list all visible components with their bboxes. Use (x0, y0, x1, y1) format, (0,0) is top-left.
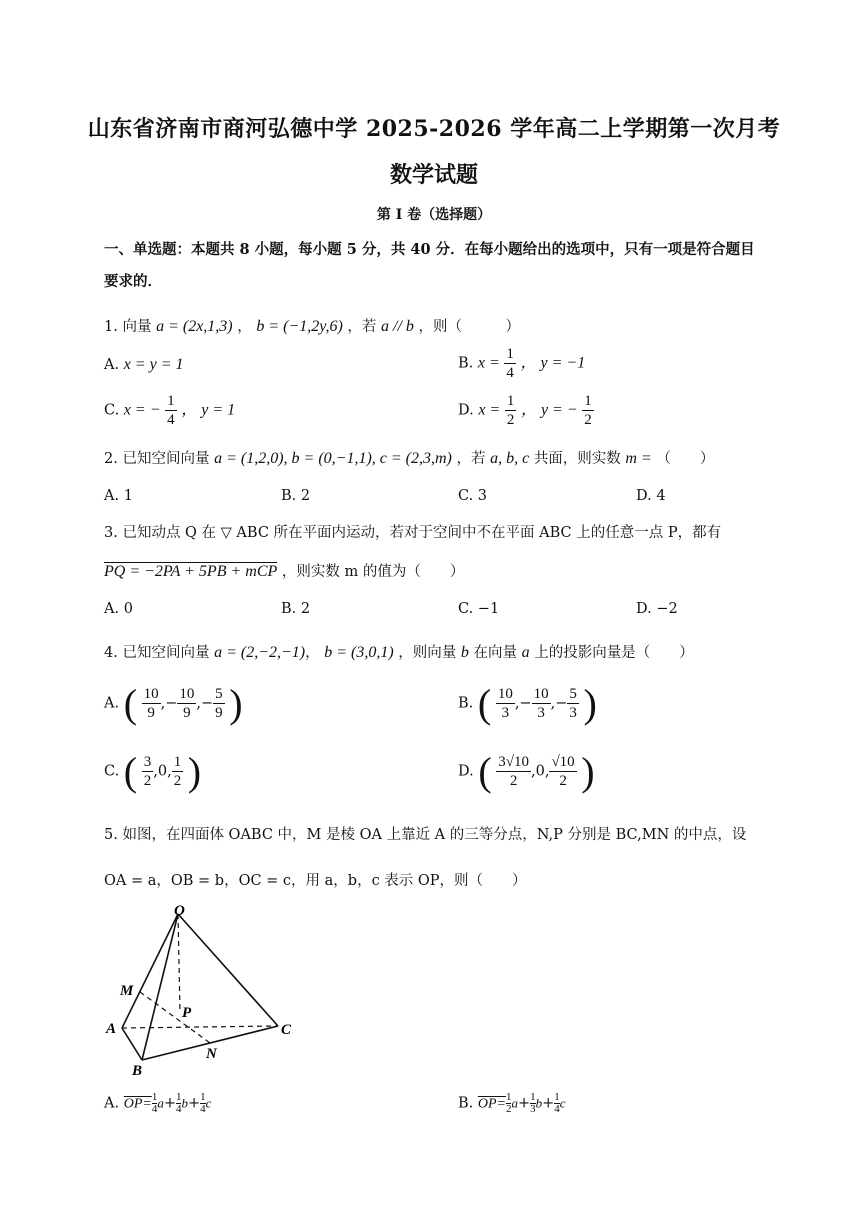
q4-option-a[interactable]: A. ( $\frac{10}{9}$ ,− $\frac{10}{9}$ ,− $\frac{5}{9}$ ) (104, 681, 243, 726)
q1-option-a[interactable]: A. x = y = 1 (104, 356, 184, 373)
question-2: 2. 已知空间向量 a = (1,2,0), b = (0,−1,1), c = (2,3,m) ，若 a, b, c 共面，则实数 m = （ ） (104, 450, 715, 467)
question-3-cont: PQ = −2PA + 5PB + mCP ，则实数 m 的值为（ ） (104, 563, 465, 580)
q3-option-a[interactable]: A. 0 (104, 601, 133, 617)
q4-option-d[interactable]: D. ( $\frac{3√10}{2}$ ,0, $\frac{√10}{2}$ ) (458, 749, 595, 794)
q3-option-c[interactable]: C. −1 (458, 601, 500, 617)
section-heading: 一、单选题：本题共 8 小题，每小题 5 分，共 40 分．在每小题给出的选项中，只有一项是符合题目 (104, 241, 755, 258)
q4-option-b[interactable]: B. ( $\frac{10}{3}$ ,− $\frac{10}{3}$ ,− $\frac{5}{3}$ ) (458, 681, 597, 726)
question-3: 3. 已知动点 Q 在 ▽ ABC 所在平面内运动，若对于空间中不在平面 ABC 上的任意一点 P，都有 (104, 525, 722, 541)
question-1: 1. 向量 a = (2x,1,3) ， b = (−1,2y,6) ，若 a // b ，则（ ） (104, 318, 521, 335)
q3-option-b[interactable]: B. 2 (281, 601, 311, 617)
question-5-cont: OA = a，OB = b，OC = c，用 a，b，c 表示 OP，则（ ） (104, 873, 527, 889)
fraction: $\frac{1}{4}$ (506, 346, 514, 381)
question-4: 4. 已知空间向量 a = (2,−2,−1)， b = (3,0,1) ，则向量 b 在向量 a 上的投影向量是（ ） (104, 644, 694, 661)
label-M: M (120, 983, 134, 999)
vector-b-expr: b = (−1,2y,6) (256, 318, 343, 335)
volume-heading: 第 I 卷（选择题） (376, 207, 492, 223)
fraction: $\frac{1}{2}$ (584, 393, 592, 428)
vector-a-expr: a = (2x,1,3) (156, 318, 233, 335)
section-heading-cont: 要求的． (104, 273, 162, 290)
q2-option-c[interactable]: C. 3 (458, 488, 488, 504)
vectors-expr: a = (1,2,0), b = (0,−1,1), c = (2,3,m) (214, 450, 452, 467)
label-A: A (106, 1021, 117, 1037)
label-B: B (132, 1063, 143, 1079)
fraction: $\frac{1}{2}$ (506, 393, 515, 428)
q5-option-b[interactable]: B. OP= $\frac{1}{2}$ a+ $\frac{1}{3}$ b+ $\frac{1}{4}$ c (458, 1091, 566, 1115)
label-O: O (174, 903, 185, 919)
question-5: 5. 如图，在四面体 OABC 中，M 是棱 OA 上靠近 A 的三等分点，N,P 分别是 BC,MN 的中点，设 (104, 827, 747, 843)
exam-title: 山东省济南市商河弘德中学 2025-2026 学年高二上学期第一次月考 (87, 116, 781, 142)
fraction: $\frac{1}{4}$ (167, 393, 175, 428)
q1-option-c[interactable]: C. x = − $\frac{1}{4}$ ， y = 1 (104, 393, 236, 428)
q1-option-d[interactable]: D. x = $\frac{1}{2}$ ， y = − $\frac{1}{2}$ (458, 393, 592, 428)
label-P: P (182, 1005, 192, 1021)
label-N: N (206, 1046, 217, 1062)
parallel-condition: a // b (381, 318, 414, 335)
q2-option-b[interactable]: B. 2 (281, 488, 311, 504)
q1-option-b[interactable]: B. x = $\frac{1}{4}$ ， y = −1 (458, 346, 586, 381)
q2-option-a[interactable]: A. 1 (104, 488, 133, 504)
vector-equation: PQ = −2PA + 5PB + mCP (104, 563, 278, 580)
tetrahedron-figure (100, 900, 310, 1080)
q4-option-c[interactable]: C. ( $\frac{3}{2}$ ,0, $\frac{1}{2}$ ) (104, 749, 202, 794)
q2-option-d[interactable]: D. 4 (636, 488, 666, 504)
label-C: C (281, 1022, 292, 1038)
q3-option-d[interactable]: D. −2 (636, 601, 678, 617)
q5-option-a[interactable]: A. OP= $\frac{1}{4}$ a+ $\frac{1}{4}$ b+ $\frac{1}{4}$ c (104, 1091, 212, 1115)
exam-subtitle: 数学试题 (389, 162, 478, 188)
